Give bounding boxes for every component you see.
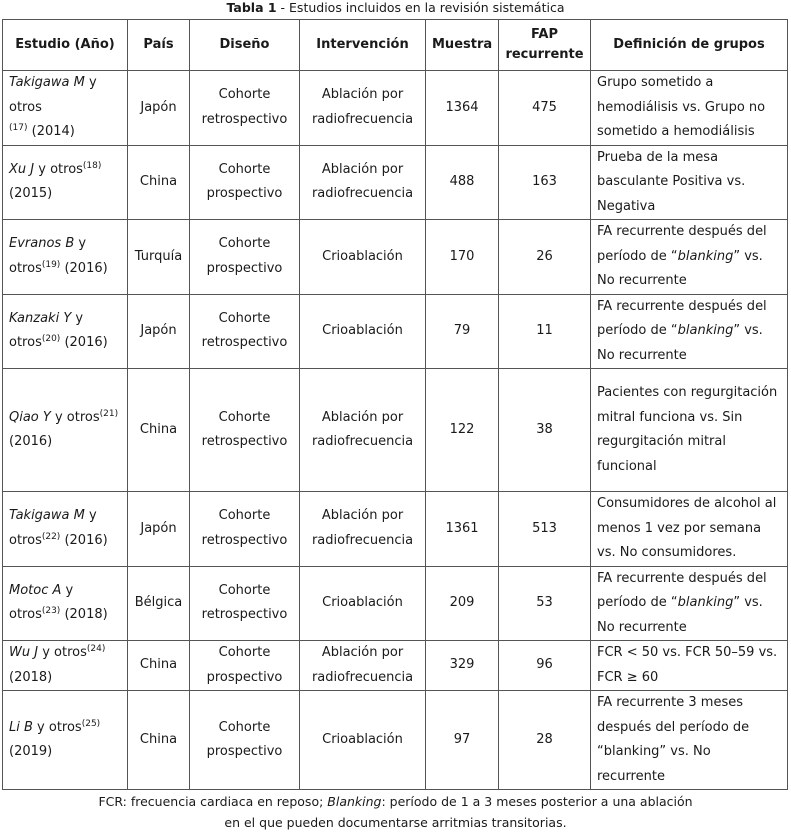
definition-blanking: blanking [677,248,734,264]
country-cell: Japón [128,492,190,567]
sample-cell: 1361 [426,492,499,567]
country-cell: Japón [128,294,190,369]
study-year: (2015) [9,186,53,202]
table-row [3,294,788,369]
fap-cell: 11 [499,294,591,369]
study-author: Takigawa M [9,75,85,90]
study-etal: y otros [32,719,82,735]
table-row [3,691,788,790]
definition-cell: Grupo sometido a hemodiálisis vs. Grupo no sometido a hemodiálisis [591,71,788,146]
fap-cell: 53 [499,566,591,641]
study-year: (2016) [60,260,108,276]
sample-cell: 209 [426,566,499,641]
sample-cell: 170 [426,220,499,295]
intervention-cell: Crioablación [300,294,426,369]
study-etal: y otros [9,310,84,351]
intervention-cell: Ablación por radiofrecuencia [300,641,426,691]
country-cell: China [128,691,190,790]
study-author: Xu J [9,161,35,177]
table-footnote [0,791,791,833]
definition-cell: Prueba de la mesa basculante Positiva vs. Negativa [591,145,788,220]
definition-text: FA recurrente después del período de “ [597,224,767,264]
footnote-line-1 [0,791,791,812]
header-definition: Definición de grupos [591,20,788,71]
intervention-cell: Ablación por radiofrecuencia [300,145,426,220]
study-author: Kanzaki Y [9,310,72,326]
studies-table [2,19,788,790]
definition-blanking: blanking [677,595,734,610]
country-cell: Bélgica [128,566,190,641]
study-author: Qiao Y [9,409,51,425]
study-cell [3,492,128,567]
footnote-blanking: Blanking [327,794,382,809]
study-ref: (21) [99,408,119,419]
sample-cell: 122 [426,369,499,492]
country-cell: Japón [128,71,190,146]
definition-cell: Consumidores de alcohol al menos 1 vez por semana vs. No consumidores. [591,492,788,567]
study-year: (2018) [60,607,108,623]
study-etal: y otros [50,409,100,425]
definition-cell: Pacientes con regurgitación mitral funciona vs. Sin regurgitación mitral funcional [591,369,788,492]
study-ref: (20) [41,334,61,345]
sample-cell: 488 [426,145,499,220]
country-cell: Turquía [128,220,190,295]
table-row [3,369,788,492]
study-ref: (18) [82,160,102,171]
table-row [3,492,788,567]
study-cell [3,220,128,295]
header-design: Diseño [190,20,300,71]
study-year: (2016) [60,532,108,548]
study-etal: y otros [9,75,97,115]
sample-cell: 1364 [426,71,499,146]
design-cell: Cohorte prospectivo [190,691,300,790]
study-ref: (19) [41,259,61,270]
study-ref: (17) [9,123,28,133]
intervention-cell: Crioablación [300,220,426,295]
study-year: (2016) [60,335,108,351]
study-cell [3,71,128,146]
fap-cell: 26 [499,220,591,295]
study-author: Takigawa M [9,508,85,524]
definition-text: FA recurrente después del período de “ [597,298,767,338]
sample-cell: 97 [426,691,499,790]
design-cell: Cohorte prospectivo [190,641,300,691]
study-year: (2014) [27,124,75,139]
study-ref: (24) [86,644,106,654]
study-etal: y otros [9,582,74,623]
study-cell [3,369,128,492]
study-cell [3,566,128,641]
study-year: (2018) [9,669,53,685]
study-etal: y otros [38,645,87,660]
study-etal: y otros [9,236,87,276]
study-cell [3,641,128,691]
study-ref: (23) [41,606,61,617]
definition-cell [591,220,788,295]
table-row [3,641,788,691]
caption-text: - Estudios incluidos en la revisión sistemática [276,0,565,15]
footnote-line-2: en el que pueden documentarse arritmias transitorias. [224,815,567,830]
header-study: Estudio (Año) [3,20,128,71]
table-caption [0,0,791,15]
header-fap: FAP recurrente [499,20,591,71]
study-author: Li B [9,719,33,735]
study-ref: (22) [41,531,61,542]
definition-cell: FA recurrente 3 meses después del período de “blanking” vs. No recurrente [591,691,788,790]
study-etal: y otros [9,508,97,548]
definition-text-end: ” vs. No recurrente [597,595,763,635]
study-cell [3,294,128,369]
fap-cell: 163 [499,145,591,220]
country-cell: China [128,145,190,220]
table-row [3,566,788,641]
design-cell: Cohorte retrospectivo [190,492,300,567]
fap-cell: 38 [499,369,591,492]
study-cell [3,691,128,790]
study-author: Evranos B [9,236,75,252]
definition-text-end: ” vs. No recurrente [597,323,763,363]
footnote-fcr: FCR: frecuencia cardiaca en reposo; [98,794,328,809]
header-intervention: Intervención [300,20,426,71]
footnote-blanking-def: : período de 1 a 3 meses posterior a una ablación [381,794,693,809]
country-cell: China [128,641,190,691]
study-author: Wu J [9,645,39,660]
study-year: (2016) [9,434,53,449]
design-cell: Cohorte prospectivo [190,220,300,295]
definition-cell [591,294,788,369]
design-cell: Cohorte prospectivo [190,145,300,220]
fap-cell: 96 [499,641,591,691]
header-sample: Muestra [426,20,499,71]
intervention-cell: Ablación por radiofrecuencia [300,369,426,492]
header-row [3,20,788,71]
design-cell: Cohorte retrospectivo [190,294,300,369]
study-year: (2019) [9,744,53,759]
caption-label: Tabla 1 [226,0,277,15]
fap-cell: 475 [499,71,591,146]
intervention-cell: Crioablación [300,566,426,641]
country-cell: China [128,369,190,492]
design-cell: Cohorte retrospectivo [190,369,300,492]
table-row [3,71,788,146]
definition-blanking: blanking [677,323,734,338]
table-row [3,220,788,295]
study-etal: y otros [34,161,83,177]
definition-cell: FCR < 50 vs. FCR 50–59 vs. FCR ≥ 60 [591,641,788,691]
intervention-cell: Crioablación [300,691,426,790]
table-row [3,145,788,220]
definition-text-end: ” vs. No recurrente [597,248,763,288]
design-cell: Cohorte retrospectivo [190,71,300,146]
study-cell [3,145,128,220]
study-author: Motoc A [9,582,62,598]
fap-cell: 513 [499,492,591,567]
intervention-cell: Ablación por radiofrecuencia [300,492,426,567]
fap-cell: 28 [499,691,591,790]
definition-cell [591,566,788,641]
intervention-cell: Ablación por radiofrecuencia [300,71,426,146]
header-country: País [128,20,190,71]
study-ref: (25) [81,718,101,729]
sample-cell: 329 [426,641,499,691]
sample-cell: 79 [426,294,499,369]
design-cell: Cohorte retrospectivo [190,566,300,641]
definition-text: FA recurrente después del período de “ [597,570,767,610]
